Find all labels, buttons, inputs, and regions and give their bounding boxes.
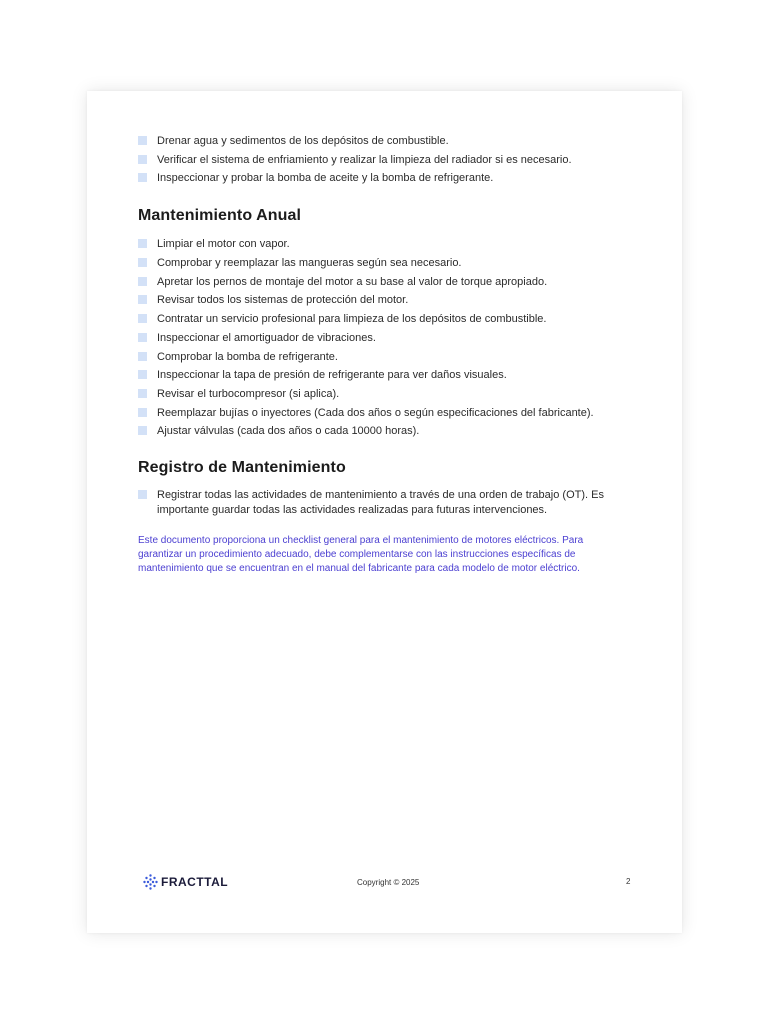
page-content (138, 134, 628, 576)
checklist-item: Revisar el turbocompresor (si aplica). (138, 387, 628, 402)
checkbox-icon (138, 155, 147, 164)
checkbox-icon (138, 426, 147, 435)
section-title-registro: Registro de Mantenimiento (138, 459, 346, 477)
checkbox-icon (138, 333, 147, 342)
checklist-item: Inspeccionar la tapa de presión de refrigerante para ver daños visuales. (138, 368, 628, 383)
section-title-anual: Mantenimiento Anual (138, 207, 302, 225)
checkbox-icon (138, 239, 147, 248)
checkbox-icon (138, 136, 147, 145)
anual-checklist (138, 237, 628, 439)
checklist-item: Limpiar el motor con vapor. (138, 237, 628, 252)
checklist-item: Comprobar la bomba de refrigerante. (138, 350, 628, 365)
checklist-item: Drenar agua y sedimentos de los depósitos de combustible. (138, 134, 628, 149)
checklist-item: Reemplazar bujías o inyectores (Cada dos años o según especificaciones del fabricante). (138, 406, 628, 421)
checkbox-icon (138, 370, 147, 379)
checklist-item: Revisar todos los sistemas de protección del motor. (138, 293, 628, 308)
checkbox-icon (138, 258, 147, 267)
checkbox-icon (138, 314, 147, 323)
checklist-item: Comprobar y reemplazar las mangueras según sea necesario. (138, 256, 628, 271)
checklist-item: Ajustar válvulas (cada dos años o cada 10000 horas). (138, 424, 628, 439)
checklist-item: Inspeccionar el amortiguador de vibraciones. (138, 331, 628, 346)
checkbox-icon (138, 408, 147, 417)
intro-checklist (138, 134, 628, 186)
checklist-item: Inspeccionar y probar la bomba de aceite y la bomba de refrigerante. (138, 171, 628, 186)
checklist-item: Registrar todas las actividades de mantenimiento a través de una orden de trabajo (OT). Es importante guardar todas las actividades realizadas para futuras intervenciones. (138, 488, 628, 518)
checkbox-icon (138, 490, 147, 499)
fracttal-logo (143, 874, 228, 890)
page-footer (143, 874, 633, 894)
checkbox-icon (138, 352, 147, 361)
copyright-text: Copyright © 2025 (357, 878, 420, 887)
checklist-item: Verificar el sistema de enfriamiento y realizar la limpieza del radiador si es necesario. (138, 153, 628, 168)
checkbox-icon (138, 389, 147, 398)
logo-text: FRACTTAL (161, 875, 229, 889)
document-page (87, 91, 682, 933)
checkbox-icon (138, 277, 147, 286)
disclaimer-note: Este documento proporciona un checklist general para el mantenimiento de motores eléctricos. Para garantizar un procedimiento adecuado, debe complementarse con las instrucciones específicas de mantenimiento que se encuentran en el manual del fabricante para cada modelo de motor eléctrico. (138, 535, 584, 575)
registro-checklist (138, 488, 628, 518)
page-number: 2 (626, 877, 631, 886)
checkbox-icon (138, 295, 147, 304)
fracttal-logo-icon (143, 874, 158, 890)
checkbox-icon (138, 173, 147, 182)
checklist-item: Apretar los pernos de montaje del motor a su base al valor de torque apropiado. (138, 275, 628, 290)
checklist-item: Contratar un servicio profesional para limpieza de los depósitos de combustible. (138, 312, 628, 327)
